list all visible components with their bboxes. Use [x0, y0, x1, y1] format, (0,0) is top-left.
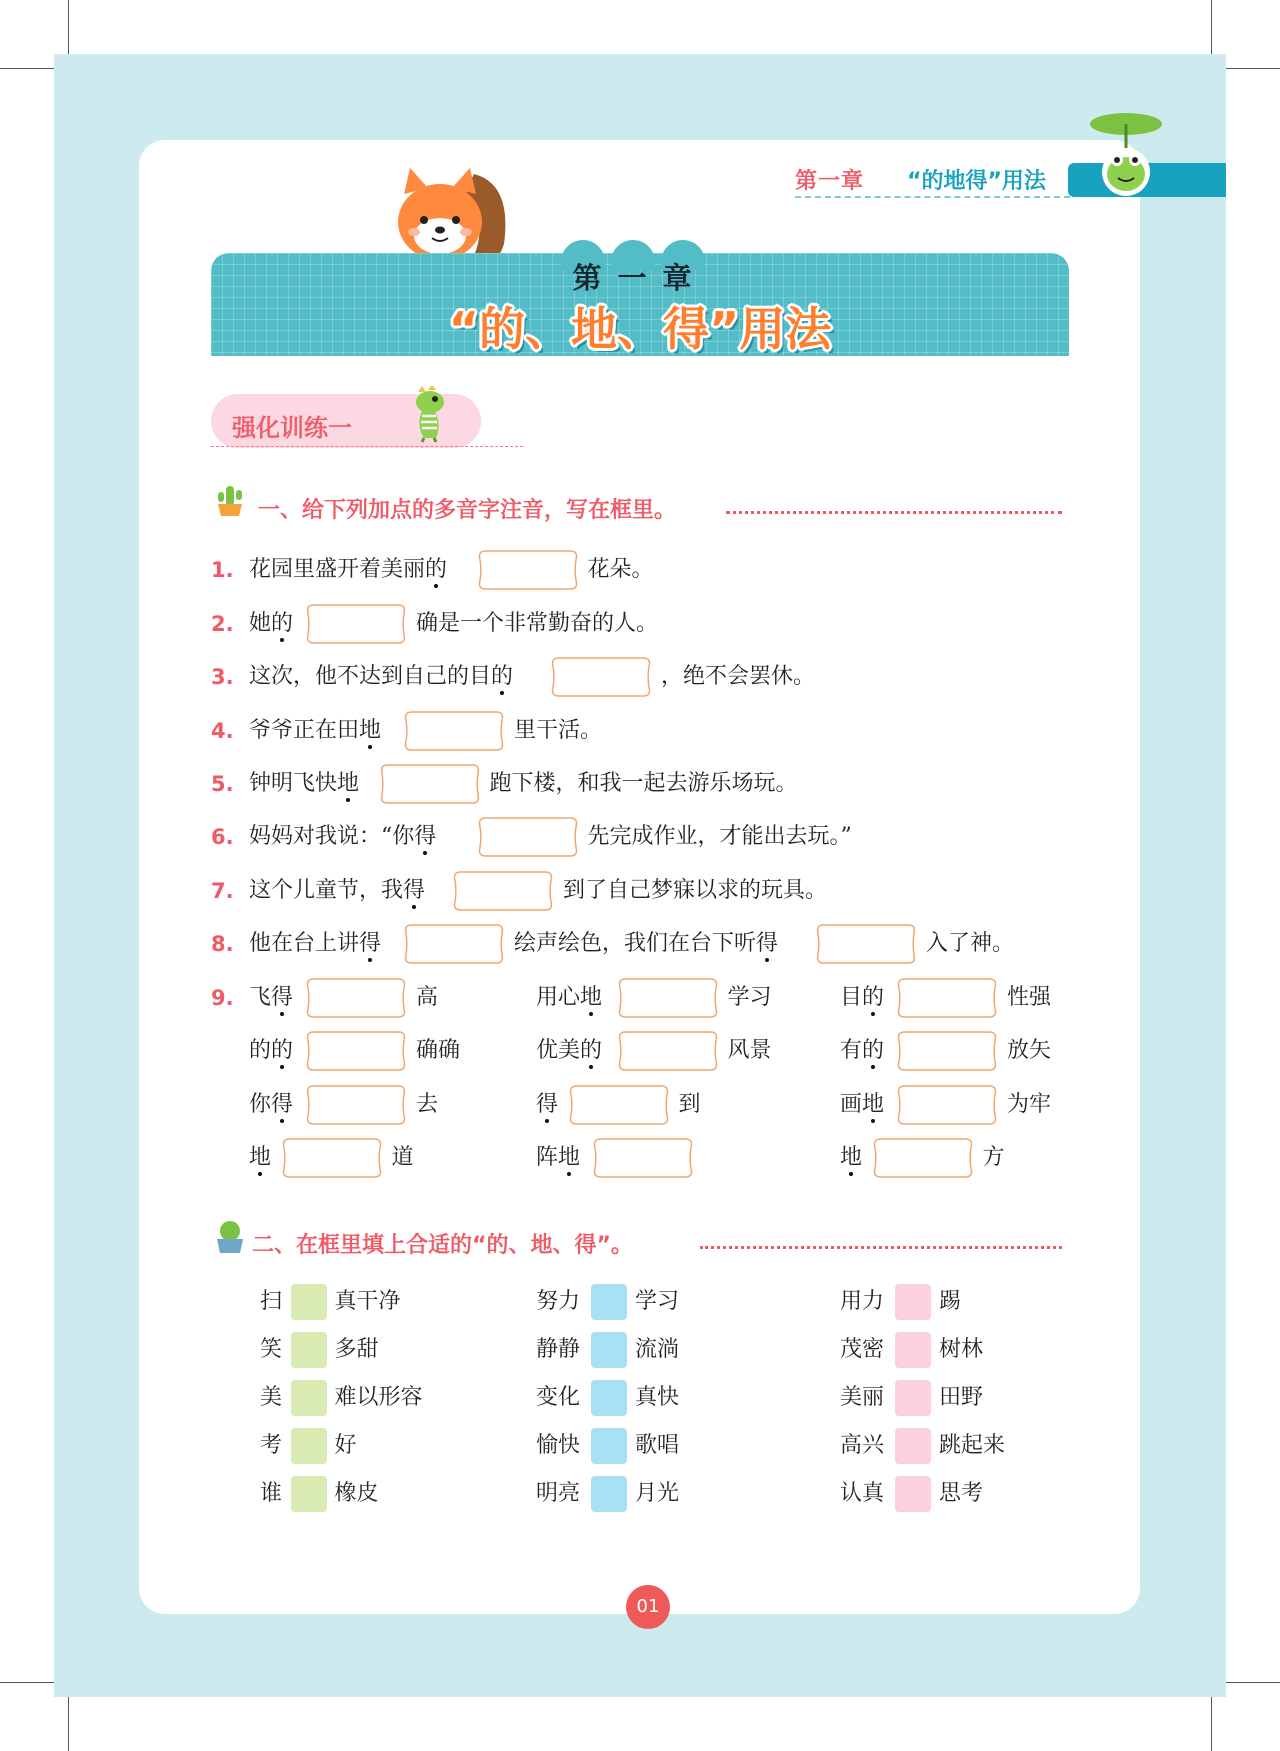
fill-box[interactable] [895, 1380, 931, 1416]
answer-box[interactable] [474, 547, 582, 593]
fill-box[interactable] [895, 1284, 931, 1320]
question-text [392, 1138, 414, 1178]
text-part: 飞 [249, 985, 272, 1010]
answer-box[interactable] [893, 1082, 1001, 1128]
crop-mark [1211, 1697, 1212, 1751]
text-part: 绘声绘色，我们在台下听 [514, 931, 757, 956]
text-part: 你 [249, 1092, 272, 1117]
question-number: 3. [211, 665, 234, 689]
fill-word-after: 难以形容 [334, 1385, 423, 1410]
potted-plant-icon [212, 1219, 248, 1255]
text-part: 她 [249, 611, 272, 636]
fill-box[interactable] [591, 1476, 627, 1512]
fill-box[interactable] [591, 1332, 627, 1368]
question-number: 2. [211, 612, 234, 636]
dotted-character: 的 [491, 657, 513, 697]
fill-word-before: 美丽 [840, 1385, 885, 1410]
text-part: 到了自己梦寐以求的玩具。 [563, 878, 828, 903]
fill-word-after: 好 [334, 1433, 357, 1458]
page-number: 01 [626, 1585, 670, 1629]
answer-box[interactable] [589, 1135, 697, 1181]
fill-word-after: 树林 [939, 1337, 984, 1362]
fill-word-before: 愉快 [536, 1433, 581, 1458]
text-part: 爷爷正在田 [249, 718, 360, 743]
frog-leaf-icon [1086, 110, 1166, 198]
crop-mark [0, 68, 54, 69]
crop-mark [1226, 68, 1280, 69]
dotted-character: 的 [580, 1031, 602, 1071]
answer-box[interactable] [893, 1028, 1001, 1074]
fill-word-after: 真干净 [334, 1289, 401, 1314]
text-part: 这次，他不达到自己的目 [249, 664, 492, 689]
header-divider [795, 196, 1070, 198]
dotted-character: 得 [536, 1085, 558, 1125]
question-number: 4. [211, 719, 234, 743]
answer-box[interactable] [565, 1082, 673, 1128]
dotted-character: 地 [862, 1085, 884, 1125]
answer-box[interactable] [278, 1135, 386, 1181]
question-text [728, 1031, 772, 1071]
question-text [563, 871, 827, 911]
answer-box[interactable] [400, 921, 508, 967]
question-text [416, 604, 658, 644]
dotted-character: 的 [271, 1031, 293, 1071]
question-text [588, 550, 654, 590]
fill-word-before: 扫 [260, 1289, 283, 1314]
fill-word-after: 学习 [635, 1289, 680, 1314]
text-part: 的 [249, 1038, 272, 1063]
answer-box[interactable] [474, 814, 582, 860]
question-text [416, 1031, 460, 1071]
dotted-character: 地 [840, 1138, 862, 1178]
fill-word-after: 真快 [635, 1385, 680, 1410]
question-number: 6. [211, 825, 234, 849]
fill-word-before: 用力 [840, 1289, 885, 1314]
question-text [1007, 1031, 1051, 1071]
question-text [1007, 978, 1051, 1018]
question-text [249, 1138, 271, 1178]
crop-mark [1211, 0, 1212, 54]
header-topic: “的地得”用法 [907, 169, 1046, 194]
dotted-character: 地 [249, 1138, 271, 1178]
text-part: 高 [416, 985, 439, 1010]
question-text [416, 978, 438, 1018]
text-part: 跑下楼，和我一起去游乐场玩。 [489, 771, 798, 796]
question-text [514, 924, 778, 964]
dotted-character: 得 [414, 817, 436, 857]
fill-box[interactable] [895, 1332, 931, 1368]
header-chapter: 第一章 [795, 169, 865, 194]
question-text [514, 711, 602, 751]
answer-box[interactable] [302, 601, 410, 647]
question-text [536, 978, 602, 1018]
text-part: 风景 [727, 1038, 772, 1063]
fill-box[interactable] [591, 1380, 627, 1416]
question-text [249, 550, 447, 590]
section1-title: 一、给下列加点的多音字注音，写在框里。 [258, 498, 677, 523]
training-underline [211, 446, 523, 447]
answer-box[interactable] [302, 1082, 410, 1128]
dotted-character: 得 [403, 871, 425, 911]
text-part: 入了神。 [926, 931, 1015, 956]
text-part: 学习 [727, 985, 772, 1010]
answer-box[interactable] [400, 708, 508, 754]
question-number: 5. [211, 772, 234, 796]
text-part: 到 [678, 1092, 701, 1117]
question-text [249, 1085, 293, 1125]
question-text [536, 1085, 558, 1125]
question-text [249, 657, 513, 697]
answer-box[interactable] [547, 654, 655, 700]
text-part: 花园里盛开着美丽 [249, 557, 426, 582]
fill-word-before: 努力 [536, 1289, 581, 1314]
dotted-character: 得 [359, 924, 381, 964]
dinosaur-icon [402, 386, 456, 444]
text-part: 先完成作业，才能出去玩。” [587, 824, 852, 849]
answer-box[interactable] [376, 761, 484, 807]
question-text [249, 604, 293, 644]
dotted-character: 地 [337, 764, 359, 804]
fill-word-before: 茂密 [840, 1337, 885, 1362]
fill-word-before: 考 [260, 1433, 283, 1458]
question-text [249, 978, 293, 1018]
fill-box[interactable] [291, 1476, 327, 1512]
fill-word-after: 流淌 [635, 1337, 680, 1362]
fill-word-after: 月光 [635, 1481, 680, 1506]
text-part: 放矢 [1007, 1038, 1052, 1063]
question-number: 7. [211, 879, 234, 903]
text-part: 他在台上讲 [249, 931, 360, 956]
text-part: 性强 [1007, 985, 1052, 1010]
training-label: 强化训练一 [232, 414, 352, 442]
answer-box[interactable] [449, 868, 557, 914]
dotted-character: 的 [862, 1031, 884, 1071]
question-text [983, 1138, 1005, 1178]
crop-mark [1226, 1682, 1280, 1683]
banner-chapter-label: 第一章 [572, 261, 708, 295]
fill-word-before: 高兴 [840, 1433, 885, 1458]
fill-box[interactable] [291, 1284, 327, 1320]
text-part: 花朵。 [587, 557, 654, 582]
text-part: 确确 [416, 1038, 461, 1063]
text-part: 为牢 [1007, 1092, 1052, 1117]
crop-mark [0, 1682, 54, 1683]
answer-box[interactable] [869, 1135, 977, 1181]
dotted-character: 的 [271, 604, 293, 644]
fill-box[interactable] [291, 1428, 327, 1464]
answer-box[interactable] [812, 921, 920, 967]
text-part: 用心 [536, 985, 581, 1010]
fill-box[interactable] [895, 1476, 931, 1512]
text-part: 钟明飞快 [249, 771, 338, 796]
question-text [926, 924, 1014, 964]
question-number: 1. [211, 558, 234, 582]
question-text [249, 924, 381, 964]
question-text [249, 871, 425, 911]
text-part: 去 [416, 1092, 439, 1117]
crop-mark [68, 0, 69, 54]
text-part: 画 [840, 1092, 863, 1117]
crop-mark [68, 1697, 69, 1751]
question-text [728, 978, 772, 1018]
fill-word-before: 静静 [536, 1337, 581, 1362]
question-text [249, 764, 359, 804]
question-text [490, 764, 798, 804]
text-part: 妈妈对我说：“你 [249, 824, 415, 849]
dotted-character: 的 [862, 978, 884, 1018]
question-text [249, 711, 381, 751]
answer-box[interactable] [302, 975, 410, 1021]
answer-box[interactable] [302, 1028, 410, 1074]
fill-word-before: 明亮 [536, 1481, 581, 1506]
text-part: 这个儿童节，我 [249, 878, 404, 903]
dotted-character: 地 [359, 711, 381, 751]
dotted-character: 得 [756, 924, 778, 964]
text-part: 道 [391, 1145, 414, 1170]
section2-title: 二、在框里填上合适的“的、地、得”。 [252, 1233, 633, 1258]
fill-word-after: 踢 [939, 1289, 962, 1314]
answer-box[interactable] [614, 1028, 722, 1074]
fill-box[interactable] [291, 1380, 327, 1416]
dotted-character: 得 [271, 1085, 293, 1125]
answer-box[interactable] [893, 975, 1001, 1021]
question-text [249, 1031, 293, 1071]
dotted-character: 的 [425, 550, 447, 590]
text-part: 阵 [536, 1145, 559, 1170]
dotted-character: 地 [558, 1138, 580, 1178]
fill-box[interactable] [895, 1428, 931, 1464]
section1-dotted-rule [726, 511, 1062, 514]
running-header [795, 158, 1070, 196]
fill-word-before: 变化 [536, 1385, 581, 1410]
fill-word-after: 多甜 [334, 1337, 379, 1362]
fill-word-before: 认真 [840, 1481, 885, 1506]
question-number: 8. [211, 932, 234, 956]
text-part: ，绝不会罢休。 [661, 664, 816, 689]
question-text [588, 817, 852, 857]
question-text [679, 1085, 701, 1125]
question-text [840, 978, 884, 1018]
question-text [1007, 1085, 1051, 1125]
chapter-title: “的、地、得”用法 [448, 302, 832, 356]
question-text [416, 1085, 438, 1125]
dotted-character: 得 [271, 978, 293, 1018]
question-text [840, 1031, 884, 1071]
text-part: 里干活。 [514, 718, 603, 743]
section2-dotted-rule [700, 1246, 1062, 1249]
fill-word-after: 橡皮 [334, 1481, 379, 1506]
question-text [661, 657, 815, 697]
text-part: 目 [840, 985, 863, 1010]
answer-box[interactable] [614, 975, 722, 1021]
fill-box[interactable] [591, 1428, 627, 1464]
text-part: 确是一个非常勤奋的人。 [416, 611, 659, 636]
fill-word-after: 歌唱 [635, 1433, 680, 1458]
fill-word-after: 田野 [939, 1385, 984, 1410]
question-text [536, 1031, 602, 1071]
fill-box[interactable] [291, 1332, 327, 1368]
fill-word-after: 跳起来 [939, 1433, 1006, 1458]
question-text [840, 1138, 862, 1178]
fill-word-before: 美 [260, 1385, 283, 1410]
fill-word-after: 思考 [939, 1481, 984, 1506]
text-part: 方 [982, 1145, 1005, 1170]
question-number: 9. [211, 986, 234, 1010]
text-part: 有 [840, 1038, 863, 1063]
question-text [536, 1138, 580, 1178]
question-text [840, 1085, 884, 1125]
fill-word-before: 谁 [260, 1481, 283, 1506]
fill-word-before: 笑 [260, 1337, 283, 1362]
cactus-icon [212, 482, 248, 518]
question-text [249, 817, 436, 857]
dotted-character: 地 [580, 978, 602, 1018]
fill-box[interactable] [591, 1284, 627, 1320]
text-part: 优美 [536, 1038, 581, 1063]
